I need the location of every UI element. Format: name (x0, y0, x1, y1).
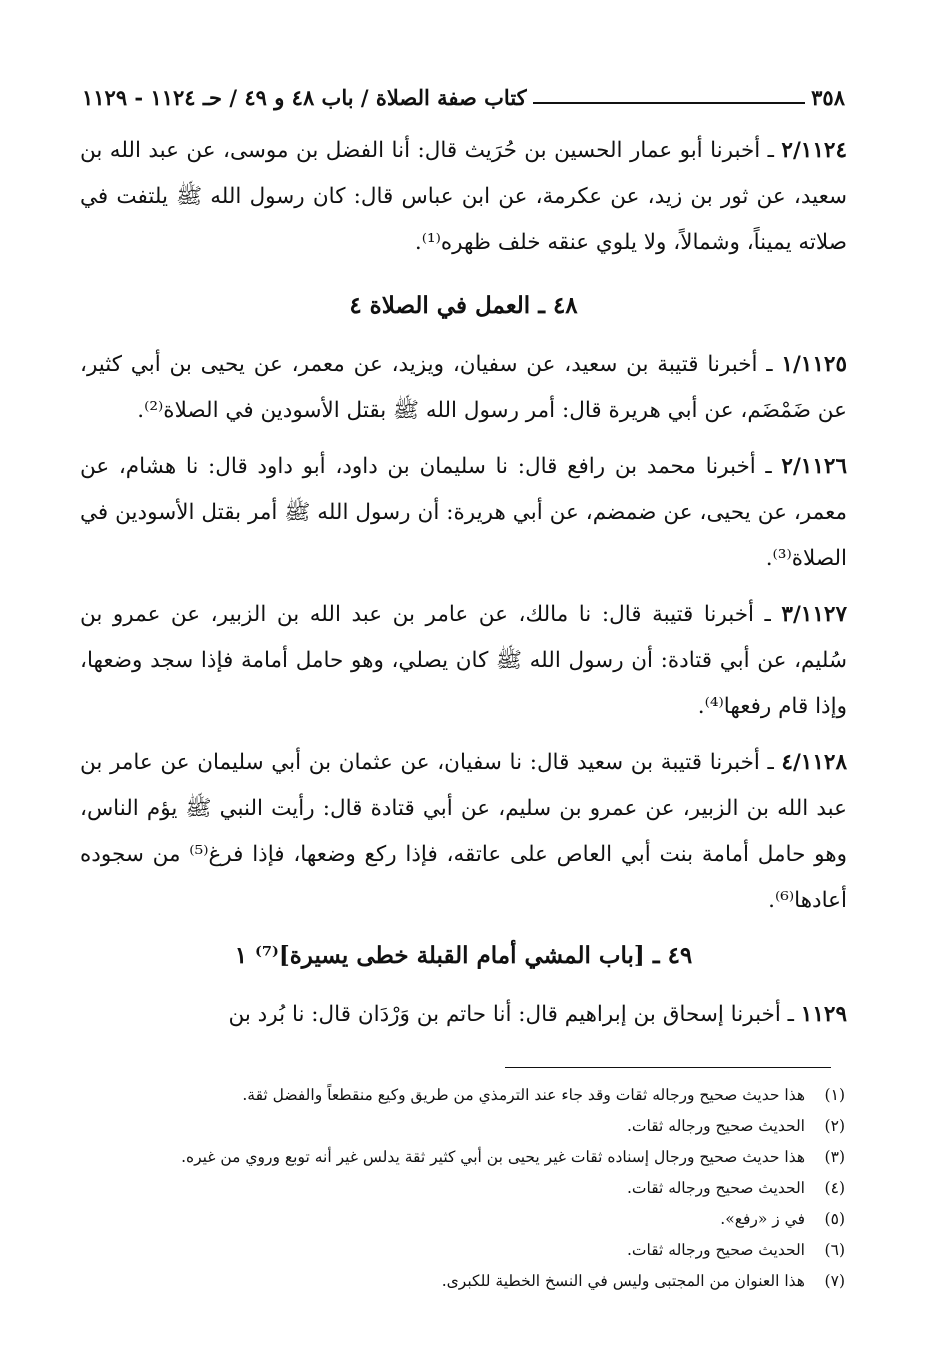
main-text (80, 128, 847, 1038)
footnote (82, 1204, 845, 1235)
hadith-1124 (80, 128, 847, 266)
footnote-text: هذا العنوان من المجتبى وليس في النسخ الخطية للكبرى. (441, 1272, 805, 1290)
hadith-number: ١١٢٩ (800, 1002, 847, 1027)
hadith-text: ـ أخبرنا محمد بن رافع قال: نا سليمان بن داود، أبو داود قال: نا هشام، عن معمر، عن يحيى، عن ضمضم، عن أبي هريرة: أن رسول الله ﷺ أمر بقتل الأسودين في الصلاة⁽³⁾. (80, 454, 847, 571)
hadith-number: ٢/١١٢٦ (781, 454, 847, 479)
hadith-1125 (80, 342, 847, 434)
hadith-number: ٤/١١٢٨ (781, 750, 847, 775)
footnote (82, 1266, 845, 1297)
hadith-number: ٢/١١٢٤ (781, 138, 847, 163)
footnote (82, 1173, 845, 1204)
footnote-text: هذا حديث صحيح ورجال إسناده ثقات غير يحيى بن أبي كثير ثقة يدلس غير أنه توبع وروي من غيره. (181, 1148, 805, 1166)
hadith-1127 (80, 592, 847, 730)
running-title: كتاب صفة الصلاة / باب ٤٨ و ٤٩ / حـ ١١٢٤ - ١١٢٩ (82, 85, 527, 110)
running-head (82, 78, 845, 110)
footnote-number: (٣) (824, 1148, 845, 1166)
footnote (82, 1080, 845, 1111)
footnote-text: الحديث صحيح ورجاله ثقات. (626, 1241, 805, 1259)
hadith-number: ٣/١١٢٧ (781, 602, 847, 627)
hadith-text: ـ أخبرنا قتيبة بن سعيد قال: نا سفيان، عن عثمان بن أبي سليمان عن عامر بن عبد الله بن الزبير، عن عمرو بن سليم، عن أبي قتادة قال: رأيت النبي ﷺ يؤم الناس، وهو حامل أمامة بنت أبي العاص على عاتقه، فإذا ركع وضعها، فإذا فرغ⁽⁵⁾ من سجوده أعادها⁽⁶⁾. (80, 750, 847, 913)
hadith-1126 (80, 444, 847, 582)
footnotes (82, 1080, 845, 1297)
footnote (82, 1111, 845, 1142)
chapter-48-heading: ٤٨ ـ العمل في الصلاة ٤ (349, 292, 578, 319)
hadith-text: ـ أخبرنا أبو عمار الحسين بن حُرَيث قال: أنا الفضل بن موسى، عن عبد الله بن سعيد، عن ثور بن زيد، عن عكرمة، عن ابن عباس قال: كان رسول الله ﷺ يلتفت في صلاته يميناً، وشمالاً، ولا يلوي عنقه خلف ظهره⁽¹⁾. (80, 138, 847, 255)
hadith-text: ـ أخبرنا قتيبة قال: نا مالك، عن عامر بن عبد الله بن الزبير، عن عمرو بن سُليم، عن أبي قتادة: أن رسول الله ﷺ كان يصلي، وهو حامل أمامة فإذا سجد وضعها، وإذا قام رفعها⁽⁴⁾. (80, 602, 847, 719)
footnote-number: (٥) (824, 1210, 845, 1228)
footnote (82, 1142, 845, 1173)
page-number: ٣٥٨ (811, 85, 845, 110)
footnote-number: (١) (824, 1086, 845, 1104)
footnote-text: هذا حديث صحيح ورجاله ثقات وقد جاء عند الترمذي من طريق وكيع منقطعاً والفضل ثقة. (242, 1086, 805, 1104)
hadith-number: ١/١١٢٥ (781, 352, 847, 377)
footnote-rule (505, 1067, 831, 1068)
chapter-49-heading: ٤٩ ـ [باب المشي أمام القبلة خطى يسيرة]⁽⁷⁾ ١ (234, 942, 693, 969)
footnote-number: (٦) (824, 1241, 845, 1259)
footnote-text: الحديث صحيح ورجاله ثقات. (626, 1117, 805, 1135)
hadith-text: ـ أخبرنا قتيبة بن سعيد، عن سفيان، ويزيد، عن معمر، عن يحيى بن أبي كثير، عن ضَمْضَم، عن أبي هريرة قال: أمر رسول الله ﷺ بقتل الأسودين في الصلاة⁽²⁾. (80, 352, 847, 423)
header-rule (533, 102, 805, 104)
hadith-text: ـ أخبرنا إسحاق بن إبراهيم قال: أنا حاتم بن وَرْدَان قال: نا بُرد بن (228, 1002, 801, 1027)
footnote-text: في ز «رفع». (720, 1210, 805, 1228)
footnote-number: (٧) (824, 1272, 845, 1290)
footnote-number: (٢) (824, 1117, 845, 1135)
footnote-text: الحديث صحيح ورجاله ثقات. (626, 1179, 805, 1197)
hadith-1129 (80, 992, 847, 1038)
hadith-1128 (80, 740, 847, 924)
footnote-number: (٤) (824, 1179, 845, 1197)
footnote (82, 1235, 845, 1266)
